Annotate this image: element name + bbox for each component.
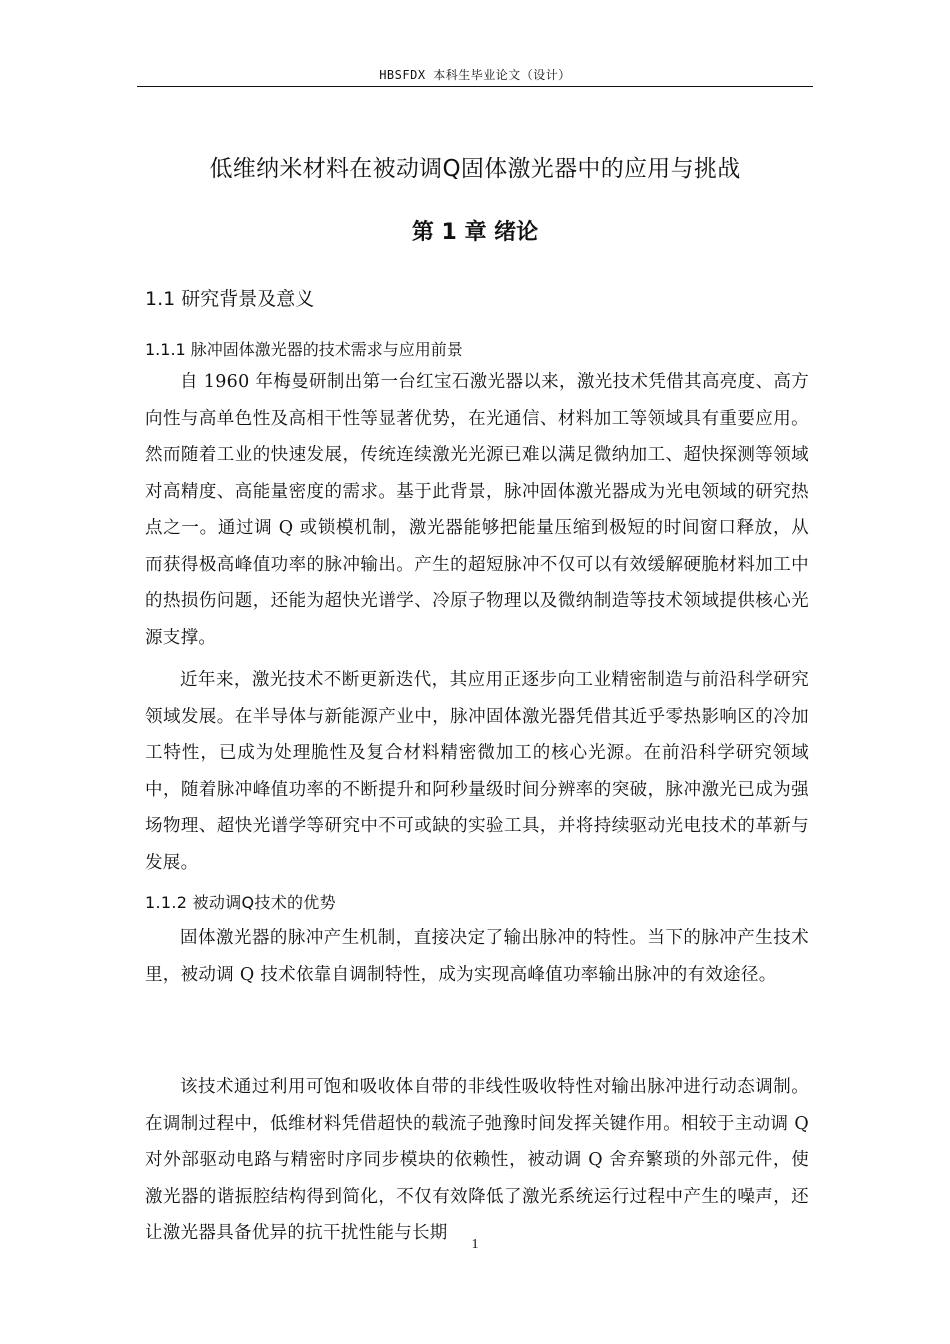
header-divider [137, 86, 813, 87]
paragraph-4: 该技术通过利用可饱和吸收体自带的非线性吸收特性对输出脉冲进行动态调制。在调制过程中，低维材料凭借超快的载流子弛豫时间发挥关键作用。相较于主动调 Q 对外部驱动电路与精密时序同步模块的依赖性，被动调 Q 舍弃繁琐的外部元件，使激光器的谐振腔结构得到简化，不仅有效降低了激光系统运行过程中产生的噪声，还让激光器具备优异的抗干扰性能与长期 [145, 1077, 809, 1243]
page-number: 1 [471, 1237, 479, 1252]
section-heading-1-1: 1.1 研究背景及意义 [145, 288, 315, 310]
subsection-heading-1-1-2: 1.1.2 被动调Q技术的优势 [145, 893, 336, 912]
running-header: HBSFDX 本科生毕业论文（设计） [379, 68, 571, 82]
document-title: 低维纳米材料在被动调Q固体激光器中的应用与挑战 [209, 156, 741, 182]
paragraph-3: 固体激光器的脉冲产生机制，直接决定了输出脉冲的特性。当下的脉冲产生技术里，被动调 Q 技术依靠自调制特性，成为实现高峰值功率输出脉冲的有效途径。 [145, 928, 809, 985]
paragraph-2: 近年来，激光技术不断更新迭代，其应用正逐步向工业精密制造与前沿科学研究领域发展。在半导体与新能源产业中，脉冲固体激光器凭借其近乎零热影响区的冷加工特性，已成为处理脆性及复合材料精密微加工的核心光源。在前沿科学研究领域中，随着脉冲峰值功率的不断提升和阿秒量级时间分辨率的突破，脉冲激光已成为强场物理、超快光谱学等研究中不可或缺的实验工具，并将持续驱动光电技术的革新与发展。 [145, 670, 809, 873]
chapter-heading: 第 1 章 绪论 [411, 220, 539, 245]
paragraph-1: 自 1960 年梅曼研制出第一台红宝石激光器以来，激光技术凭借其高亮度、高方向性与高单色性及高相干性等显著优势，在光通信、材料加工等领域具有重要应用。然而随着工业的快速发展，传统连续激光光源已难以满足微纳加工、超快探测等领域对高精度、高能量密度的需求。基于此背景，脉冲固体激光器成为光电领域的研究热点之一。通过调 Q 或锁模机制，激光器能够把能量压缩到极短的时间窗口释放，从而获得极高峰值功率的脉冲输出。产生的超短脉冲不仅可以有效缓解硬脆材料加工中的热损伤问题，还能为超快光谱学、冷原子物理以及微纳制造等技术领域提供核心光源支撑。 [145, 372, 809, 648]
subsection-heading-1-1-1: 1.1.1 脉冲固体激光器的技术需求与应用前景 [145, 340, 463, 359]
